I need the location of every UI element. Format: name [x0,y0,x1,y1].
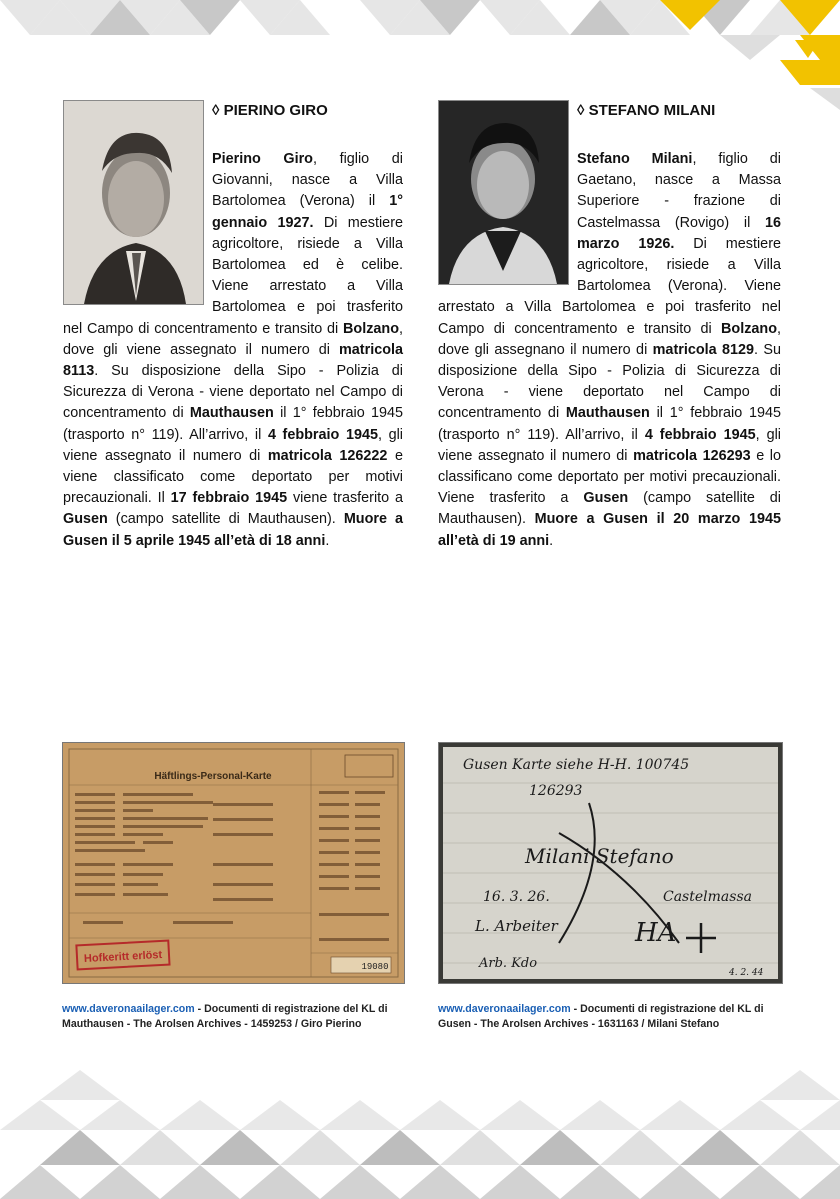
bio-highlight: 4 febbraio 1945 [267,426,378,443]
bio-highlight: Mauthausen [189,405,274,422]
website-link[interactable]: www.daveronaailager.com [62,1003,195,1015]
bottom-decoration [0,1070,840,1199]
card-number: 19080 [361,962,389,972]
bio-segment: (campo satellite di Mauthausen). [107,511,344,528]
website-link[interactable]: www.daveronaailager.com [438,1003,571,1015]
bio-highlight: matricola 126222 [267,447,388,464]
document-personal-card-giro [62,742,405,984]
card-kdo: Arb. Kdo [479,956,538,971]
bio-segment: e viene classificato come deportato per motivi precauzionali. Il [63,447,403,507]
bio-segment: , dove gli assegnano il numero di [438,320,781,358]
portrait-photo [64,101,203,304]
card-place: Castelmassa [663,889,752,905]
bio-highlight: Mauthausen [565,405,650,422]
caption-milani [438,1002,784,1032]
bio-segment: viene trasferito a [287,490,403,507]
bio-segment: (campo satellite di Mauthausen). [438,490,781,528]
bio-highlight: Gusen [583,490,629,507]
top-decoration [0,0,840,110]
document-gusen-card-milani [438,742,783,984]
bio-segment: e lo classificano come deportato per motivi precauzionali. Viene trasferito a [438,447,781,507]
bio-highlight: Gusen [63,511,108,528]
portrait-photo [439,101,568,284]
card-top-line: Gusen Karte siehe H-H. 100745 [463,757,690,773]
svg-text:HA: HA [635,918,677,948]
caption-text: - Documenti di registrazione del KL di Gusen - The Arolsen Archives - 1631163 / Milani Stefano [438,1003,764,1030]
card-date: 4. 2. 44 [729,968,764,978]
bio-highlight: matricola 8113 [63,341,403,380]
biography-pierino-giro [63,100,403,552]
bio-highlight: Muore a Gusen il 20 marzo 1945 all’età di 19 anni [438,511,781,549]
bio-highlight: 1° gennaio 1927. [212,193,403,231]
bio-segment: . [325,532,330,549]
card-title: Häftlings-Personal-Karte [154,771,272,782]
bio-highlight: matricola 126293 [633,447,751,464]
heading-stefano-milani: ◊ STEFANO MILANI [577,102,716,119]
bio-segment: , gli viene assegnato il numero di [63,426,403,464]
portrait-pierino-giro [63,100,204,305]
bio-highlight: 17 febbraio 1945 [170,490,288,507]
registration-card-image [439,743,782,983]
bio-highlight: Muore a Gusen il 5 aprile 1945 all’età di 18 anni [63,511,403,549]
caption-text: - Documenti di registrazione del KL di Mauthausen - The Arolsen Archives - 1459253 / Giro Pierino [62,1003,388,1030]
bio-segment: , gli viene assegnato il numero di [438,426,781,464]
bio-highlight: matricola 8129 [652,341,755,358]
card-birth: 16. 3. 26. [483,889,550,905]
bio-segment: , figlio di Gaetano, nasce a Massa Superiore - frazione di Castelmassa (Rovigo) il [577,151,781,231]
card-matricola: 126293 [529,783,583,799]
card-name: Milani Stefano [525,844,674,868]
card-job: L. Arbeiter [475,917,558,935]
bio-highlight: Bolzano [721,320,777,337]
bio-segment: , dove gli viene assegnato il numero di [63,320,403,358]
bio-segment: Di mestiere agricoltore, risiede a Villa Bartolomea ed è celibe. Viene arrestato a Villa Bartolomea e poi trasferito nel Campo di concentramento e transito di [63,214,403,337]
registration-card-image [63,743,404,983]
bio-highlight: 4 febbraio 1945 [644,426,756,443]
portrait-stefano-milani [438,100,569,285]
red-stamp: Hofkeritt erlöst [83,948,163,966]
bio-segment: Di mestiere agricoltore, risiede a Villa Bartolomea (Verona). Viene arrestato a Villa Bartolomea e poi trasferito nel Campo di concentramento e transito di [438,235,781,337]
bio-segment: il 1° febbraio 1945 (trasporto n° 119). All’arrivo, il [438,405,781,443]
bio-segment: . Su disposizione della Sipo - Polizia di Sicurezza di Verona - viene deportato nel Campo di concentramento di [63,363,403,422]
bio-highlight: 16 marzo 1926. [577,214,781,252]
bio-highlight: Bolzano [343,320,399,337]
biography-stefano-milani [438,100,781,552]
bio-segment: . [549,532,554,549]
bio-segment: il 1° febbraio 1945 (trasporto n° 119). All’arrivo, il [63,405,403,443]
bio-segment: , figlio di Giovanni, nasce a Villa Bartolomea (Verona) il [212,151,403,210]
caption-giro [62,1002,407,1032]
bio-highlight: Stefano Milani [577,151,693,167]
heading-pierino-giro: ◊ PIERINO GIRO [212,102,328,119]
bio-segment: . Su disposizione della Sipo - Polizia di Sicurezza di Verona - viene deportato nel Campo di concentramento di [438,341,781,422]
bio-highlight: Pierino Giro [212,151,313,167]
